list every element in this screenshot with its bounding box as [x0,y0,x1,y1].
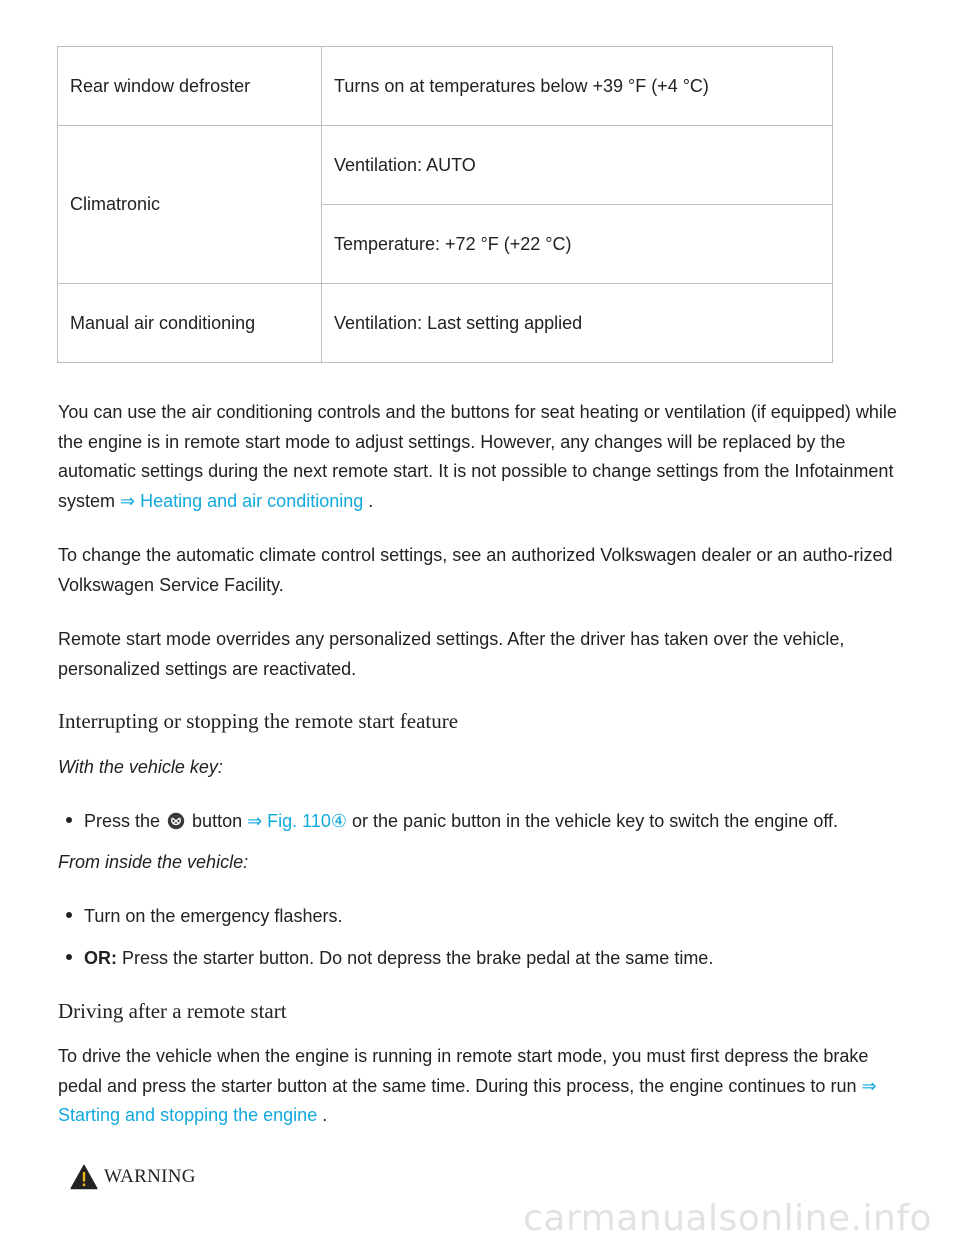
label-with-vehicle-key: With the vehicle key: [58,757,223,777]
bullet-dot [66,954,72,960]
table-row [58,284,833,363]
paragraph-end: . [363,490,374,511]
warning-label: WARNING [104,1166,196,1187]
table-cell-feature: Rear window defroster [58,47,322,126]
table-cell-feature: Climatronic [58,126,322,284]
bullet-bold-text: OR: [84,948,117,968]
site-watermark: carmanualsonline.info [523,1198,932,1239]
bullet-dot [66,817,72,823]
paragraph-personalized-settings: Remote start mode overrides any personalized settings. After the driver has taken over the vehicle, personalized settings are reactivated. [58,629,845,679]
warning-box-header [70,1162,196,1192]
list-item [66,811,926,832]
link-heating-and-air-conditioning[interactable]: ⇒ Heating and air conditioning [120,490,364,511]
table-cell-setting: Ventilation: Last setting applied [322,284,833,363]
paragraph-text: To drive the vehicle when the engine is running in remote start mode, you must first depress the brake pedal and press the starter button at the same time. During this process, the engine continues to run [58,1046,869,1096]
paragraph-driving-after-start [58,1042,908,1131]
list-item [66,906,926,927]
warning-triangle-icon [70,1164,98,1190]
table-cell-feature: Manual air conditioning [58,284,322,363]
bullet-text: button [187,811,248,831]
list-item [66,948,926,969]
bullet-text: Turn on the emergency flashers. [84,906,343,926]
bullet-text: or the panic button in the vehicle key to switch the engine off. [347,811,839,831]
paragraph-climate-controls [58,398,908,516]
heading-driving-after-remote-start: Driving after a remote start [58,999,287,1023]
paragraph-change-settings: To change the automatic climate control settings, see an authorized Volkswagen dealer or an autho-rized Volkswagen Service Facility. [58,545,893,595]
table-row [58,47,833,126]
table-cell-setting: Ventilation: AUTO [322,126,833,205]
bullet-dot [66,912,72,918]
table-row [58,126,833,205]
bullet-text: Press the starter button. Do not depress the brake pedal at the same time. [117,948,714,968]
remote-start-stop-icon [167,812,185,830]
table-cell-setting: Turns on at temperatures below +39 °F (+4 °C) [322,47,833,126]
bullet-text: Press the [84,811,166,831]
label-from-inside-vehicle: From inside the vehicle: [58,852,249,872]
link-starting-and-stopping-engine[interactable]: ⇒ Starting and stopping the engine [58,1075,877,1126]
paragraph-end: . [317,1105,328,1126]
link-fig-110[interactable]: ⇒ Fig. 110④ [247,811,348,831]
table-cell-setting: Temperature: +72 °F (+22 °C) [322,205,833,284]
heading-interrupting-remote-start: Interrupting or stopping the remote start feature [58,709,459,733]
remote-start-settings-table [57,46,833,363]
paragraph-text: You can use the air conditioning controls and the buttons for seat heating or ventilation (if equipped) while the engine is in remote start mode to adjust settings. However, any changes will be replaced by the automatic settings during the next remote start. It is not possible to change settings from the Infotainment system [58,402,897,511]
